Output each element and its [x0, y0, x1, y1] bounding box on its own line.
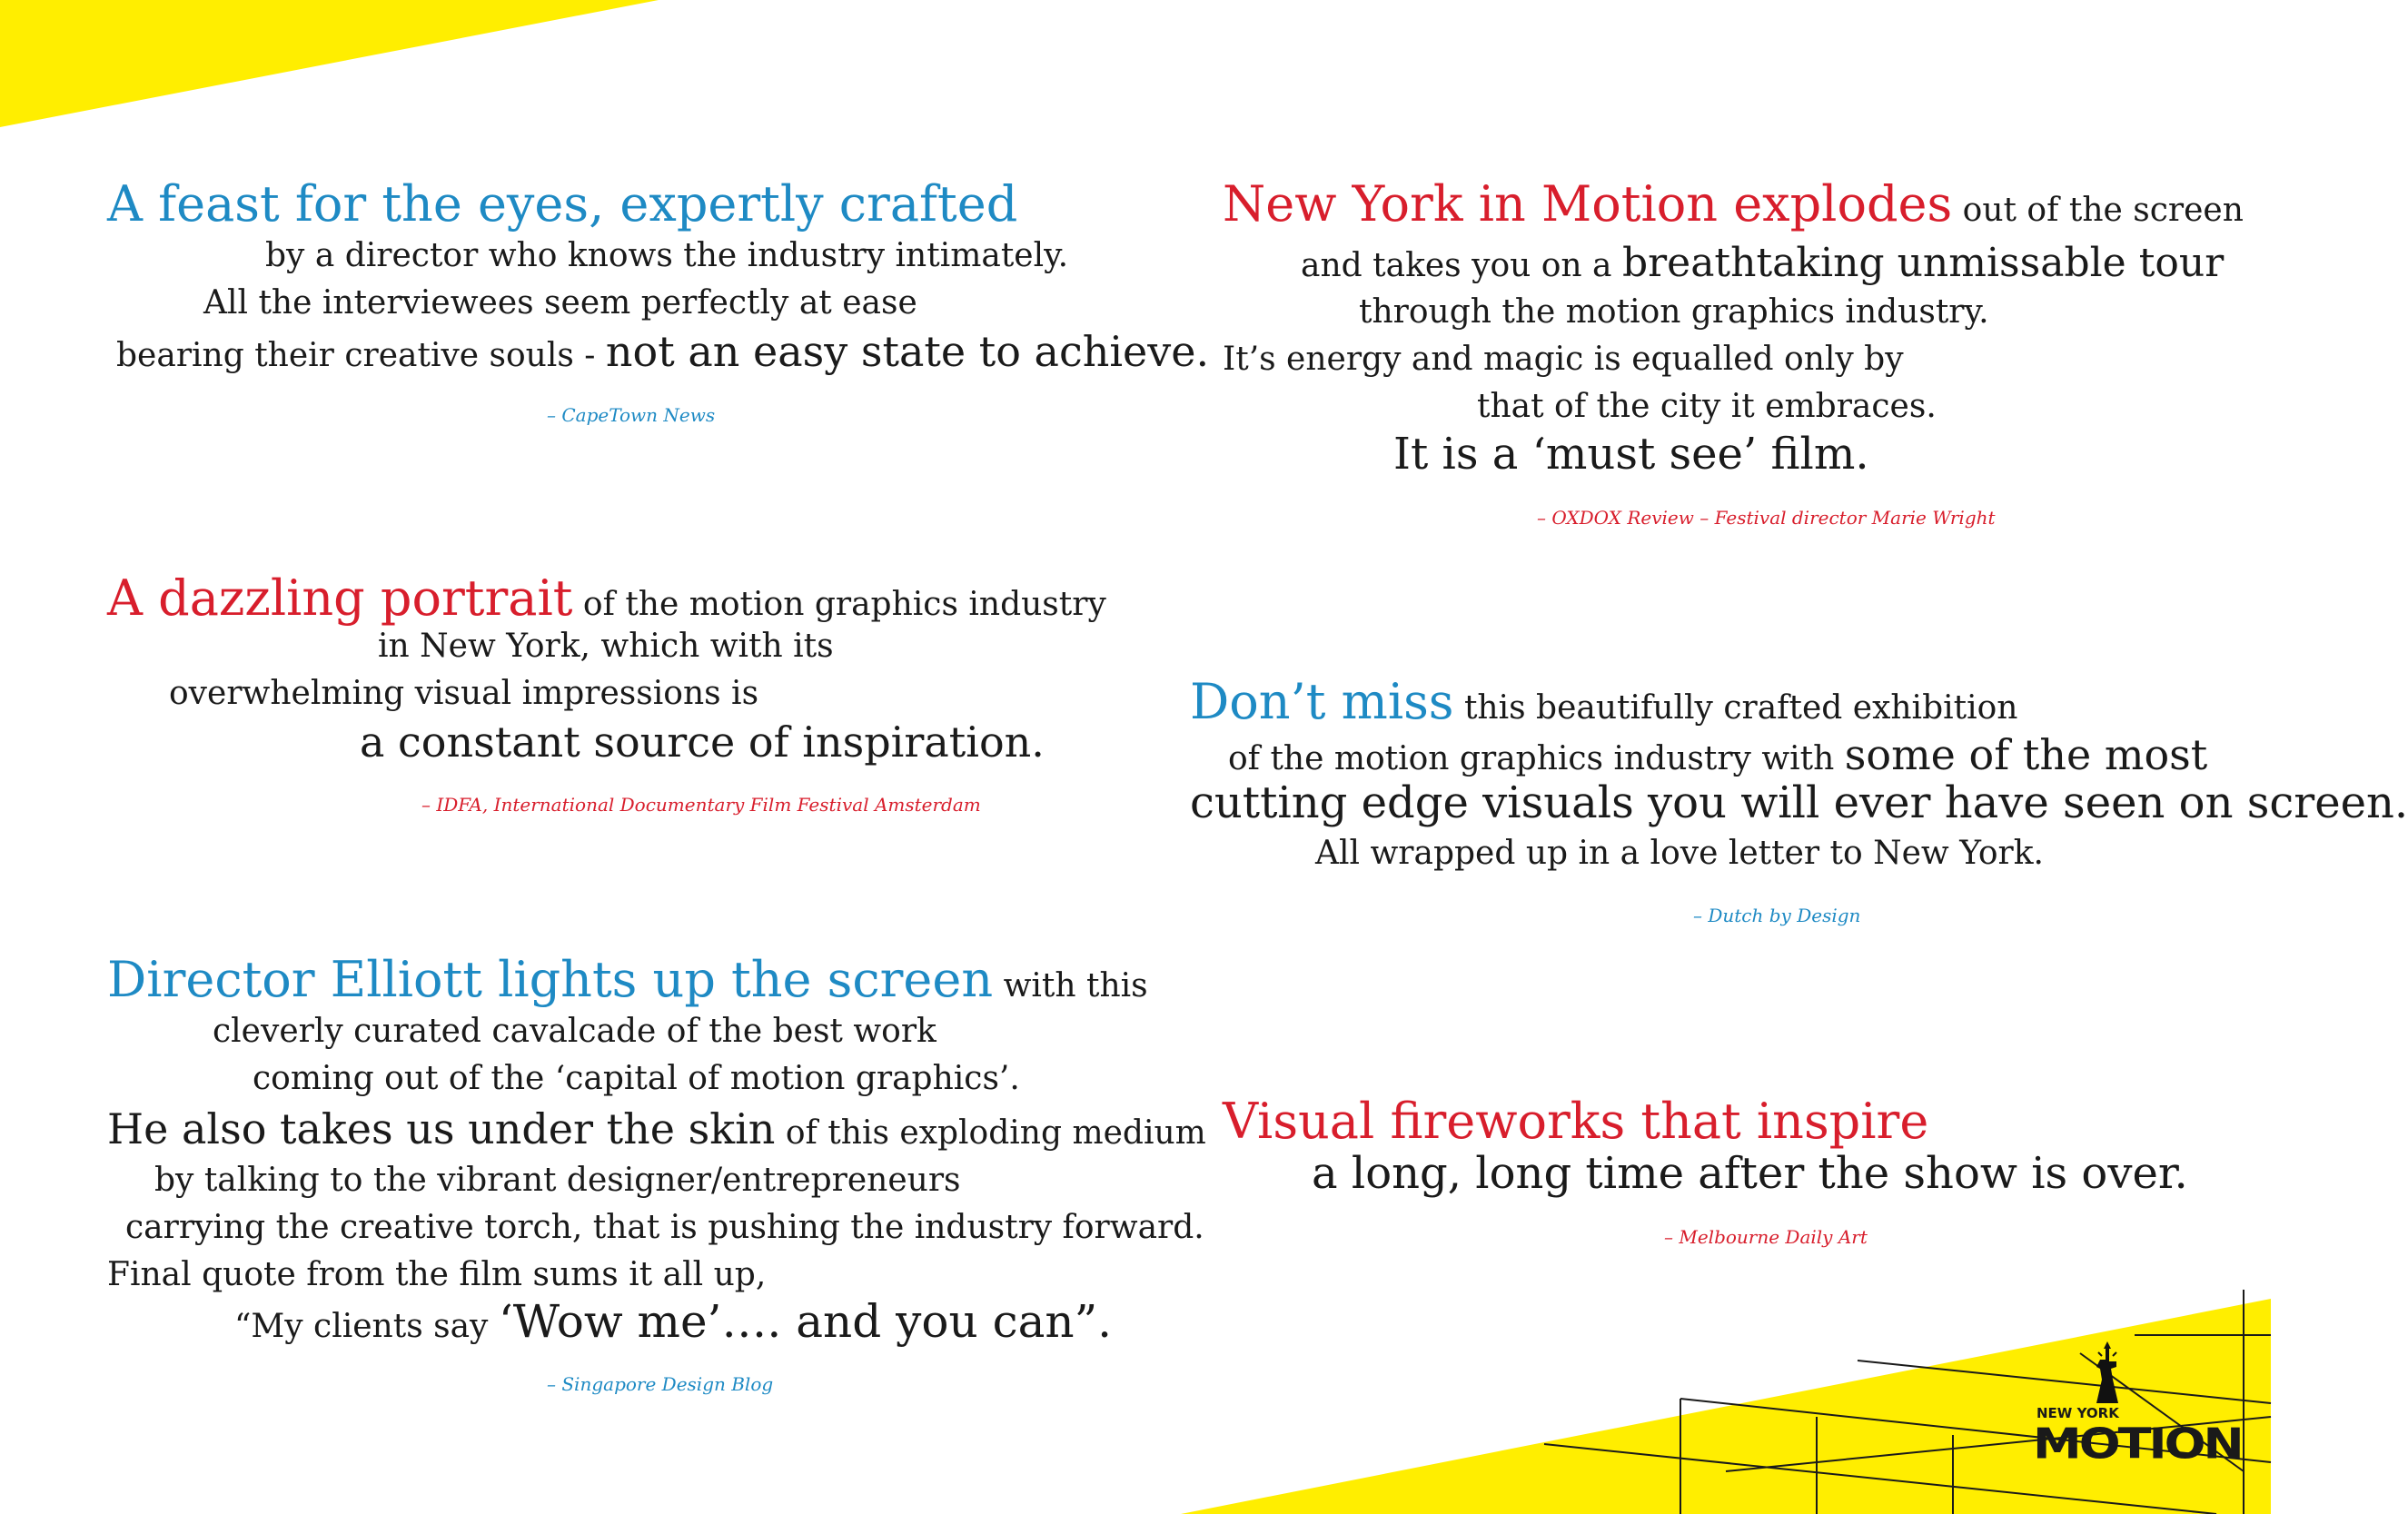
quote-source: – OXDOX Review – Festival director Marie Wright [1537, 507, 1996, 529]
quote-highlight: A feast for the eyes, expertly crafted [107, 175, 1018, 233]
quote-text: carrying the creative torch, that is pushing the industry forward. [125, 1209, 1204, 1246]
quote-line [1315, 837, 2044, 870]
quote-text: by talking to the vibrant designer/entrepreneurs [154, 1162, 961, 1199]
statue-of-liberty-icon [2080, 1340, 2135, 1412]
quote-line [1223, 175, 2244, 233]
top-left-yellow-wedge [0, 0, 659, 127]
quote-line [253, 1060, 1020, 1097]
quote-line [1393, 429, 1869, 480]
quote-text: of the motion graphics industry [572, 586, 1106, 623]
quote-line [125, 1209, 1204, 1246]
new-york-motion-logo [2026, 1340, 2242, 1485]
quote-line [107, 175, 1018, 233]
logo-big-text: MOTION [2033, 1420, 2242, 1469]
quote-text: All wrapped up in a love letter to New York. [1315, 835, 2044, 872]
quote-highlight: Don’t miss [1190, 673, 1454, 730]
quote-line [1223, 1093, 1929, 1150]
quote-text: It’s energy and magic is equalled only by [1223, 341, 1904, 378]
quote-line [1312, 1148, 2188, 1199]
quote-highlight: Director Elliott lights up the screen [107, 951, 994, 1008]
quote-text: All the interviewees seem perfectly at ease [203, 284, 917, 322]
quote-line [1301, 240, 2225, 286]
quote-line [107, 1256, 767, 1293]
quote-text: “My clients say [234, 1308, 499, 1345]
quote-source: – Dutch by Design [1693, 905, 1861, 926]
quote-highlight: New York in Motion explodes [1223, 175, 1953, 233]
quote-text: cleverly curated cavalcade of the best work [213, 1013, 936, 1050]
quote-emphasis: cutting edge visuals you will ever have seen on screen. [1190, 777, 2408, 828]
quote-line [1223, 343, 1904, 376]
quote-source: – Melbourne Daily Art [1664, 1226, 1868, 1248]
quote-line [1359, 293, 1989, 331]
quote-line [203, 284, 917, 322]
quote-text: of the motion graphics industry with [1228, 740, 1845, 777]
quote-emphasis: He also takes us under the skin [107, 1104, 776, 1153]
quote-line [1477, 388, 1937, 425]
quote-line [1190, 673, 2018, 730]
quote-line [1228, 730, 2208, 779]
quote-line [116, 327, 1210, 376]
logo-small-text: NEW YORK [2036, 1405, 2119, 1421]
quote-emphasis: some of the most [1844, 730, 2208, 779]
quote-emphasis: It is a ‘must see’ film. [1393, 429, 1869, 480]
quote-text: bearing their creative souls - [116, 337, 606, 374]
quote-line [107, 951, 1148, 1008]
quote-emphasis: breathtaking unmissable tour [1621, 240, 2225, 286]
quote-source: – Singapore Design Blog [547, 1373, 774, 1395]
quote-text: this beautifully crafted exhibition [1453, 689, 2018, 727]
quote-emphasis: not an easy state to achieve. [605, 327, 1210, 376]
quote-line [1190, 777, 2408, 828]
quote-line [107, 569, 1106, 627]
quote-emphasis: a long, long time after the show is over. [1312, 1148, 2188, 1199]
quote-source: – CapeTown News [547, 404, 716, 426]
quote-text: and takes you on a [1301, 247, 1622, 284]
quote-highlight: Visual fireworks that inspire [1223, 1093, 1929, 1150]
quote-emphasis: ‘Wow me’…. and you can”. [498, 1295, 1113, 1348]
quote-line [213, 1015, 936, 1048]
quote-line [107, 1104, 1206, 1153]
quote-text: Final quote from the film sums it all up, [107, 1256, 767, 1293]
quote-highlight: A dazzling portrait [107, 569, 573, 627]
quote-line [234, 1295, 1113, 1348]
quote-text: that of the city it embraces. [1477, 388, 1937, 425]
quote-text: coming out of the ‘capital of motion graphics’. [253, 1060, 1020, 1097]
quote-line [169, 675, 759, 712]
quote-text: in New York, which with its [378, 628, 834, 665]
quote-emphasis: a constant source of inspiration. [360, 717, 1045, 767]
quote-line [154, 1164, 961, 1197]
quote-text: overwhelming visual impressions is [169, 675, 759, 712]
quote-text: through the motion graphics industry. [1359, 293, 1989, 331]
quote-line [265, 237, 1069, 274]
quote-text: with this [993, 967, 1148, 1004]
quote-text: of this exploding medium [775, 1114, 1206, 1152]
quote-source: – IDFA, International Documentary Film Festival Amsterdam [421, 794, 981, 816]
quote-text: by a director who knows the industry intimately. [265, 237, 1069, 274]
quote-line [378, 630, 834, 663]
quote-text: out of the screen [1952, 192, 2244, 229]
quote-line [360, 717, 1045, 767]
